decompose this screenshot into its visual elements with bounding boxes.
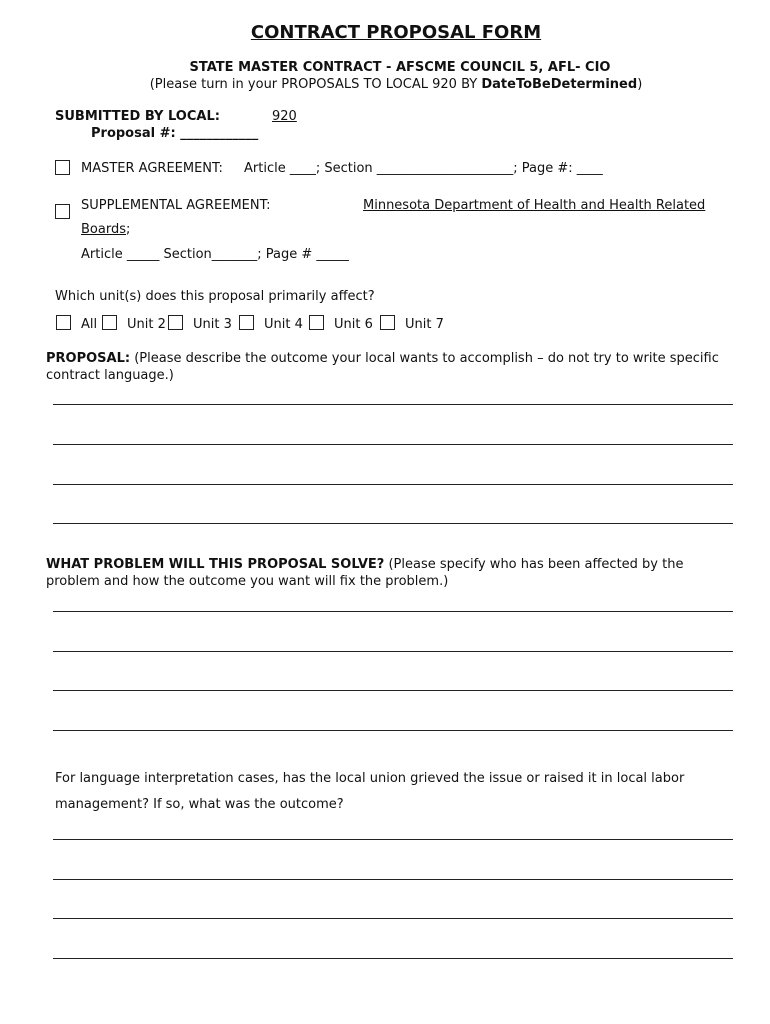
problem-heading: WHAT PROBLEM WILL THIS PROPOSAL SOLVE? xyxy=(46,557,385,572)
supplemental-agreement-label: SUPPLEMENTAL AGREEMENT: xyxy=(81,198,271,213)
unit-2-checkbox[interactable] xyxy=(102,315,117,330)
problem-line[interactable] xyxy=(53,651,733,652)
unit-3-checkbox[interactable] xyxy=(168,315,183,330)
proposal-instructions xyxy=(46,350,736,384)
problem-line[interactable] xyxy=(53,730,733,731)
interpretation-line[interactable] xyxy=(53,918,733,919)
supplemental-agreement-checkbox[interactable] xyxy=(55,204,70,219)
proposal-number-field[interactable]: Proposal #: ____________ xyxy=(91,126,259,141)
proposal-text: (Please describe the outcome your local wants to accomplish – do not try to write specific contract language.) xyxy=(46,351,719,383)
submitted-by-label: SUBMITTED BY LOCAL: xyxy=(55,109,220,124)
unit-all-label: All xyxy=(81,317,98,332)
unit-7-checkbox[interactable] xyxy=(380,315,395,330)
unit-3-label: Unit 3 xyxy=(193,317,232,332)
unit-6-checkbox[interactable] xyxy=(309,315,324,330)
deadline: DateToBeDetermined xyxy=(481,77,638,92)
interpretation-line[interactable] xyxy=(53,958,733,959)
supplemental-value-suffix: ; xyxy=(125,222,131,237)
supplemental-agreement-value-cont[interactable] xyxy=(81,222,130,237)
master-agreement-fields[interactable]: Article ____; Section _____________________; Page #: ____ xyxy=(244,161,603,176)
unit-6-label: Unit 6 xyxy=(334,317,373,332)
unit-all-checkbox[interactable] xyxy=(56,315,71,330)
problem-line[interactable] xyxy=(53,690,733,691)
unit-7-label: Unit 7 xyxy=(405,317,444,332)
problem-line[interactable] xyxy=(53,611,733,612)
supplemental-value-line2: Boards xyxy=(81,222,126,237)
form-subtitle: STATE MASTER CONTRACT - AFSCME COUNCIL 5, AFL- CIO xyxy=(189,60,611,75)
unit-4-checkbox[interactable] xyxy=(239,315,254,330)
interpretation-line[interactable] xyxy=(53,839,733,840)
units-question: Which unit(s) does this proposal primarily affect? xyxy=(55,289,375,304)
form-title: CONTRACT PROPOSAL FORM xyxy=(250,22,542,43)
problem-text: (Please specify who has been affected by the problem and how the outcome you want will fix the problem.) xyxy=(46,557,684,589)
proposal-line[interactable] xyxy=(53,523,733,524)
form-instructions xyxy=(0,77,770,92)
interpretation-line[interactable] xyxy=(53,879,733,880)
master-agreement-label: MASTER AGREEMENT: xyxy=(81,161,223,176)
proposal-heading: PROPOSAL: xyxy=(46,351,131,366)
proposal-line[interactable] xyxy=(53,484,733,485)
problem-instructions xyxy=(46,556,736,590)
proposal-line[interactable] xyxy=(53,404,733,405)
unit-2-label: Unit 2 xyxy=(127,317,166,332)
interpretation-question: For language interpretation cases, has the local union grieved the issue or raised it in local labor management? If so, what was the outcome? xyxy=(55,771,685,812)
instructions-prefix: (Please turn in your PROPOSALS TO LOCAL 920 BY xyxy=(149,77,482,92)
master-agreement-checkbox[interactable] xyxy=(55,160,70,175)
supplemental-agreement-value[interactable]: Minnesota Department of Health and Health Related xyxy=(363,198,706,213)
proposal-line[interactable] xyxy=(53,444,733,445)
unit-4-label: Unit 4 xyxy=(264,317,303,332)
supplemental-agreement-fields[interactable]: Article _____ Section_______; Page # _____ xyxy=(81,247,349,262)
instructions-suffix: ) xyxy=(637,77,643,92)
local-number-field[interactable]: 920 xyxy=(272,109,297,124)
